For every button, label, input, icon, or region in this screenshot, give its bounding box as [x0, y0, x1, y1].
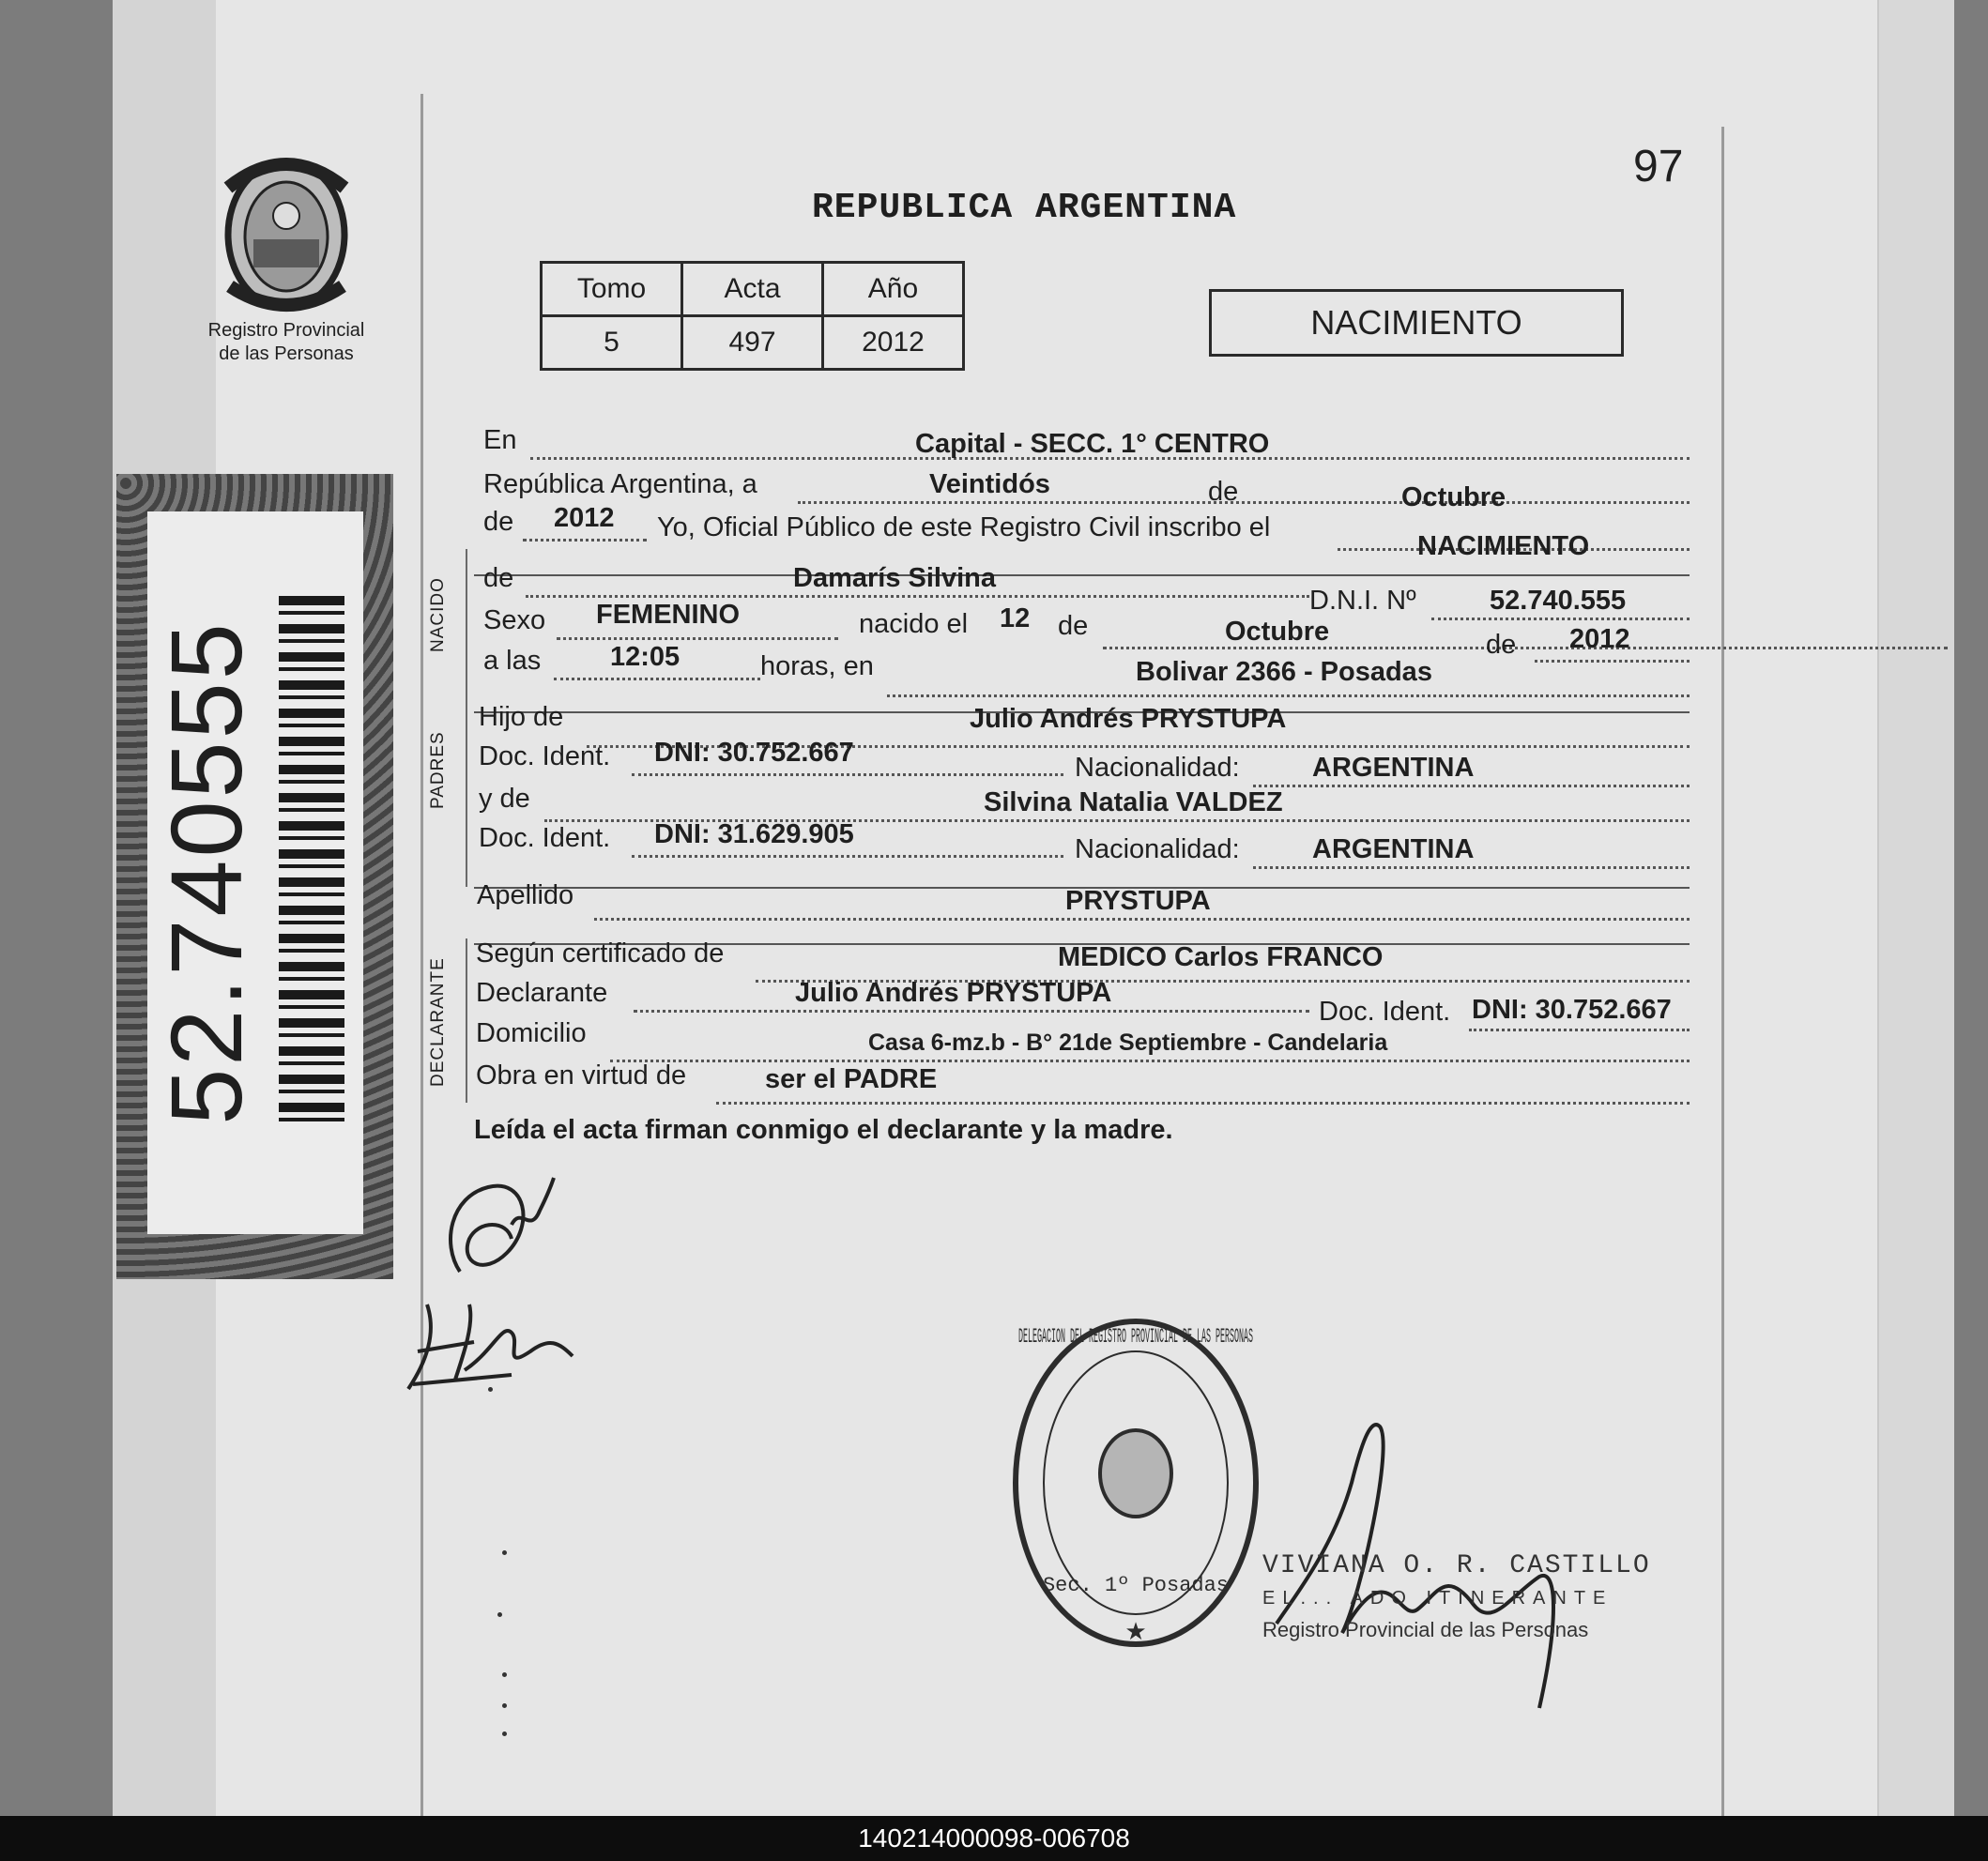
section-label-padres: PADRES — [428, 731, 448, 809]
barcode-number: 52.740555 — [149, 620, 263, 1125]
record-header-tomo: Tomo — [542, 263, 682, 316]
inscribo-value: NACIMIENTO — [1417, 531, 1590, 561]
dots — [632, 855, 1063, 858]
hora-value: 12:05 — [610, 642, 681, 672]
nacido-el-label: nacido el — [859, 609, 969, 639]
dni-label: D.N.I. Nº — [1309, 586, 1416, 616]
row-anio — [474, 503, 1690, 561]
sexo-value: FEMENINO — [596, 600, 741, 630]
officer-org: Registro Provincial de las Personas — [1262, 1618, 1589, 1641]
dot-mark — [502, 1703, 507, 1708]
dots — [523, 539, 647, 542]
barcode-label — [147, 511, 363, 1234]
section-bar-declarante — [466, 938, 467, 1103]
row-en — [474, 425, 1690, 463]
lugar-value: Bolivar 2366 - Posadas — [1136, 657, 1432, 687]
nacido-anio: 2012 — [1569, 624, 1630, 654]
nombre-value: Damarís Silvina — [793, 563, 996, 593]
nombre-label: de — [483, 563, 514, 593]
row-madre — [474, 784, 1690, 821]
row-apellido — [474, 880, 1690, 918]
yde-label: y de — [479, 784, 530, 814]
registry-name — [178, 319, 394, 366]
dot-mark — [502, 1672, 507, 1677]
apellido-label: Apellido — [477, 880, 574, 910]
domicilio-label: Domicilio — [476, 1018, 587, 1048]
declarante-value: Julio Andrés PRYSTUPA — [795, 978, 1112, 1008]
nacido-dia: 12 — [1000, 603, 1031, 633]
nac2-value: ARGENTINA — [1312, 834, 1475, 864]
dots — [634, 1010, 1309, 1013]
row-declarante — [474, 978, 1690, 1027]
officer-title: EL... ADO ITINERANTE — [1262, 1588, 1613, 1609]
day-value: Veintidós — [929, 469, 1050, 499]
signature-declarante — [441, 1168, 573, 1290]
domicilio-value: Casa 6-mz.b - B° 21de Septiembre - Candelaria — [868, 1030, 1388, 1056]
officer-name: VIVIANA O. R. CASTILLO — [1262, 1551, 1651, 1580]
closing-statement: Leída el acta firman conmigo el declarante y la madre. — [474, 1115, 1173, 1145]
dot-mark — [502, 1731, 507, 1736]
dni-value: 52.740.555 — [1490, 586, 1627, 616]
nacido-de-2: de — [1486, 630, 1517, 660]
obra-value: ser el PADRE — [765, 1064, 938, 1094]
en-value: Capital - SECC. 1° CENTRO — [915, 429, 1270, 459]
record-value-tomo: 5 — [542, 316, 682, 370]
official-stamp — [1004, 1309, 1267, 1656]
signature-madre — [399, 1295, 577, 1398]
record-header-anio: Año — [823, 263, 964, 316]
dots — [554, 678, 760, 680]
footer-code: 140214000098-006708 — [0, 1816, 1988, 1861]
dots — [1253, 866, 1690, 869]
row-fecha — [474, 469, 1690, 512]
doc1-value: DNI: 30.752.667 — [654, 738, 854, 768]
hijo-label: Hijo de — [479, 702, 564, 732]
row-doc2 — [474, 819, 1690, 864]
madre-value: Silvina Natalia VALDEZ — [984, 787, 1283, 817]
page-edge — [1877, 0, 1954, 1816]
padre-value: Julio Andrés PRYSTUPA — [970, 704, 1287, 734]
doc3-value: DNI: 30.752.667 — [1472, 995, 1672, 1025]
right-margin-line — [1721, 127, 1724, 1816]
section-bar-padres — [466, 699, 467, 887]
nacido-mes: Octubre — [1225, 617, 1330, 647]
dots — [887, 694, 1690, 697]
record-type-box: NACIMIENTO — [1209, 289, 1624, 357]
record-value-acta: 497 — [682, 316, 823, 370]
month-value: Octubre — [1401, 482, 1506, 512]
nacido-de-1: de — [1058, 611, 1089, 641]
dot-mark — [497, 1612, 502, 1617]
dots — [594, 918, 1690, 921]
republica-label: República Argentina, a — [483, 469, 757, 499]
a-las-label: a las — [483, 646, 542, 676]
sexo-label: Sexo — [483, 605, 546, 635]
margin-line — [421, 94, 423, 1816]
row-doc1 — [474, 738, 1690, 783]
barcode-bars — [279, 596, 344, 1121]
dot-mark — [488, 1387, 493, 1392]
svg-text:★: ★ — [1124, 1617, 1147, 1645]
row-obra — [474, 1060, 1690, 1098]
nac2-label: Nacionalidad: — [1075, 834, 1240, 864]
certificado-label: Según certificado de — [476, 938, 725, 969]
yo-text: Yo, Oficial Público de este Registro Civil inscribo el — [657, 512, 1271, 542]
year-label: de — [483, 507, 514, 537]
registry-line-1: Registro Provincial — [207, 320, 365, 341]
record-header-acta: Acta — [682, 263, 823, 316]
officer-block — [1262, 1550, 1651, 1646]
doc3-label: Doc. Ident. — [1319, 997, 1451, 1027]
country-title: REPUBLICA ARGENTINA — [812, 188, 1237, 228]
dots — [798, 501, 1690, 504]
horas-en-label: horas, en — [760, 651, 874, 681]
nac1-label: Nacionalidad: — [1075, 753, 1240, 783]
provincial-emblem — [211, 150, 361, 314]
record-table — [540, 261, 965, 371]
year-value: 2012 — [554, 503, 615, 533]
doc1-label: Doc. Ident. — [479, 741, 611, 771]
doc2-label: Doc. Ident. — [479, 823, 611, 853]
obra-label: Obra en virtud de — [476, 1060, 687, 1091]
dot-mark — [502, 1550, 507, 1555]
certificado-value: MEDICO Carlos FRANCO — [1058, 942, 1384, 972]
registry-line-2: de las Personas — [219, 343, 354, 364]
nac1-value: ARGENTINA — [1312, 753, 1475, 783]
section-label-declarante: DECLARANTE — [428, 957, 448, 1087]
section-bar-nacido — [466, 549, 467, 704]
dots — [526, 595, 1309, 598]
section-label-nacido: NACIDO — [428, 577, 448, 652]
stamp-inner-text: Sec. 1º Posadas — [1042, 1574, 1230, 1597]
dots — [557, 637, 838, 640]
declarante-label: Declarante — [476, 978, 608, 1008]
de-label: de — [1208, 477, 1239, 507]
row-domicilio — [474, 1018, 1690, 1056]
row-hijo — [474, 702, 1690, 740]
en-label: En — [483, 425, 517, 455]
page-number: 97 — [1633, 142, 1684, 191]
apellido-value: PRYSTUPA — [1065, 886, 1211, 916]
stamp-ring-text: DELEGACION DEL REGISTRO PROVINCIAL DE LAS PERSONAS — [1018, 1325, 1253, 1349]
record-value-anio: 2012 — [823, 316, 964, 370]
dots — [632, 773, 1063, 776]
row-certificado — [474, 938, 1690, 976]
doc2-value: DNI: 31.629.905 — [654, 819, 854, 849]
dots — [716, 1102, 1690, 1105]
